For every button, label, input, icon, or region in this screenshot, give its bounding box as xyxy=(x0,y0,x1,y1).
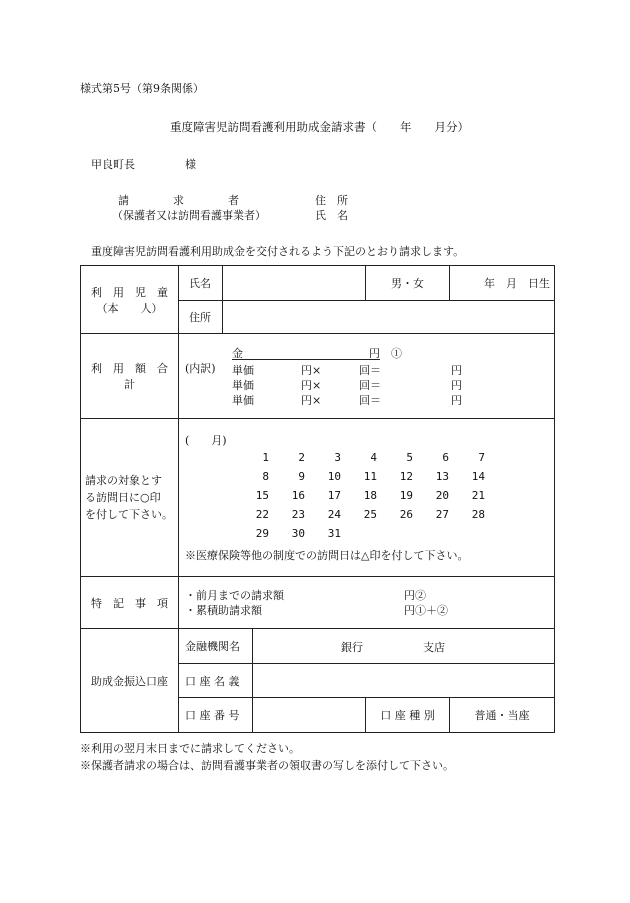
day-1[interactable]: 1 xyxy=(262,451,269,464)
kin-label: 金 xyxy=(232,347,243,360)
visit-note: ※医療保険等他の制度での訪問日は△印を付して下さい。 xyxy=(185,549,469,562)
footer-note-2: ※保護者請求の場合は、訪問看護事業者の領収書の写しを添付して下さい。 xyxy=(80,759,454,772)
holder-label: 口 座 名 義 xyxy=(179,664,253,698)
row2-times-eq: 回＝ xyxy=(359,379,381,392)
cumulative-label: ・累積助請求額 xyxy=(185,604,262,617)
day-2[interactable]: 2 xyxy=(298,451,305,464)
row1-yen-times: 円× xyxy=(301,364,322,377)
cumulative-mark: 円①＋② xyxy=(404,604,448,617)
calendar-week xyxy=(233,489,485,508)
day-28[interactable]: 28 xyxy=(471,508,485,521)
day-19[interactable]: 19 xyxy=(399,489,413,502)
name-label: 氏 名 xyxy=(315,209,348,222)
day-8[interactable]: 8 xyxy=(262,470,269,483)
claimant-label: 請 求 者 xyxy=(118,194,239,207)
gender-field[interactable]: 男・女 xyxy=(366,266,450,301)
day-27[interactable]: 27 xyxy=(435,508,449,521)
child-label: 利 用 児 童 （本 人） xyxy=(81,266,179,334)
total-underline xyxy=(232,359,380,360)
row1-tanka: 単価 xyxy=(232,364,254,377)
holder-field[interactable] xyxy=(253,664,555,698)
day-10[interactable]: 10 xyxy=(327,470,341,483)
visit-calendar[interactable] xyxy=(233,451,485,546)
addressee: 甲良町長 xyxy=(91,158,135,171)
day-9[interactable]: 9 xyxy=(298,470,305,483)
address-label: 住 所 xyxy=(315,194,348,207)
day-5[interactable]: 5 xyxy=(406,451,413,464)
total-breakdown-cell[interactable] xyxy=(179,334,555,419)
branch-suffix: 支店 xyxy=(423,641,445,654)
breakdown-label: (内訳) xyxy=(185,362,216,375)
day-26[interactable]: 26 xyxy=(399,508,413,521)
day-6[interactable]: 6 xyxy=(442,451,449,464)
day-14[interactable]: 14 xyxy=(471,470,485,483)
child-address-label: 住所 xyxy=(179,301,223,334)
row3-yen-times: 円× xyxy=(301,394,322,407)
day-12[interactable]: 12 xyxy=(399,470,413,483)
institution-label: 金融機関名 xyxy=(179,629,253,664)
total-label: 利 用 額 合 計 xyxy=(81,334,179,419)
day-17[interactable]: 17 xyxy=(327,489,341,502)
day-25[interactable]: 25 xyxy=(363,508,377,521)
day-7[interactable]: 7 xyxy=(478,451,485,464)
day-13[interactable]: 13 xyxy=(435,470,449,483)
day-30[interactable]: 30 xyxy=(291,527,305,540)
day-18[interactable]: 18 xyxy=(363,489,377,502)
calendar-week xyxy=(233,470,485,489)
intro-text: 重度障害児訪問看護利用助成金を交付されるよう下記のとおり請求します。 xyxy=(91,245,465,258)
child-name-label: 氏名 xyxy=(179,266,223,301)
row2-yen-times: 円× xyxy=(301,379,322,392)
row1-times-eq: 回＝ xyxy=(359,364,381,377)
row3-tanka: 単価 xyxy=(232,394,254,407)
calendar-week xyxy=(233,451,485,470)
child-name-field[interactable] xyxy=(223,266,366,301)
bank-suffix: 銀行 xyxy=(341,641,363,654)
calendar-week xyxy=(233,508,485,527)
form-number: 様式第5号（第9条関係） xyxy=(80,82,204,95)
day-24[interactable]: 24 xyxy=(327,508,341,521)
day-15[interactable]: 15 xyxy=(255,489,269,502)
day-31[interactable]: 31 xyxy=(327,527,341,540)
visit-label: 請求の対象とす る訪問日に○印 を付して下さい。 xyxy=(81,419,179,577)
day-11[interactable]: 11 xyxy=(363,470,377,483)
bank-label: 助成金振込口座 xyxy=(81,629,179,733)
day-29[interactable]: 29 xyxy=(255,527,269,540)
prev-claim-mark: 円② xyxy=(404,589,426,602)
day-4[interactable]: 4 xyxy=(370,451,377,464)
type-value[interactable]: 普通・当座 xyxy=(450,698,555,733)
calendar-week xyxy=(233,527,485,546)
prev-claim-label: ・前月までの請求額 xyxy=(185,589,284,602)
day-21[interactable]: 21 xyxy=(471,489,485,502)
total-yen-mark: 円 ① xyxy=(369,347,402,360)
honorific: 様 xyxy=(185,158,196,171)
birth-field[interactable]: 年 月 日生 xyxy=(450,266,555,301)
special-label: 特 記 事 項 xyxy=(81,577,179,629)
footer-note-1: ※利用の翌月末日までに請求してください。 xyxy=(80,742,300,755)
day-20[interactable]: 20 xyxy=(435,489,449,502)
day-3[interactable]: 3 xyxy=(334,451,341,464)
row3-yen: 円 xyxy=(451,394,462,407)
child-address-field[interactable] xyxy=(223,301,555,334)
row2-yen: 円 xyxy=(451,379,462,392)
claimant-sub: （保護者又は訪問看護事業者） xyxy=(112,209,266,222)
row1-yen: 円 xyxy=(451,364,462,377)
day-22[interactable]: 22 xyxy=(255,508,269,521)
day-23[interactable]: 23 xyxy=(291,508,305,521)
day-16[interactable]: 16 xyxy=(291,489,305,502)
number-field[interactable] xyxy=(253,698,366,733)
page-title: 重度障害児訪問看護利用助成金請求書（ 年 月分） xyxy=(170,120,469,134)
row3-times-eq: 回＝ xyxy=(359,394,381,407)
row2-tanka: 単価 xyxy=(232,379,254,392)
number-label: 口 座 番 号 xyxy=(179,698,253,733)
special-cell[interactable] xyxy=(179,577,555,629)
month-label: ( 月) xyxy=(185,434,227,447)
type-label: 口 座 種 別 xyxy=(366,698,450,733)
institution-field[interactable] xyxy=(253,629,555,664)
